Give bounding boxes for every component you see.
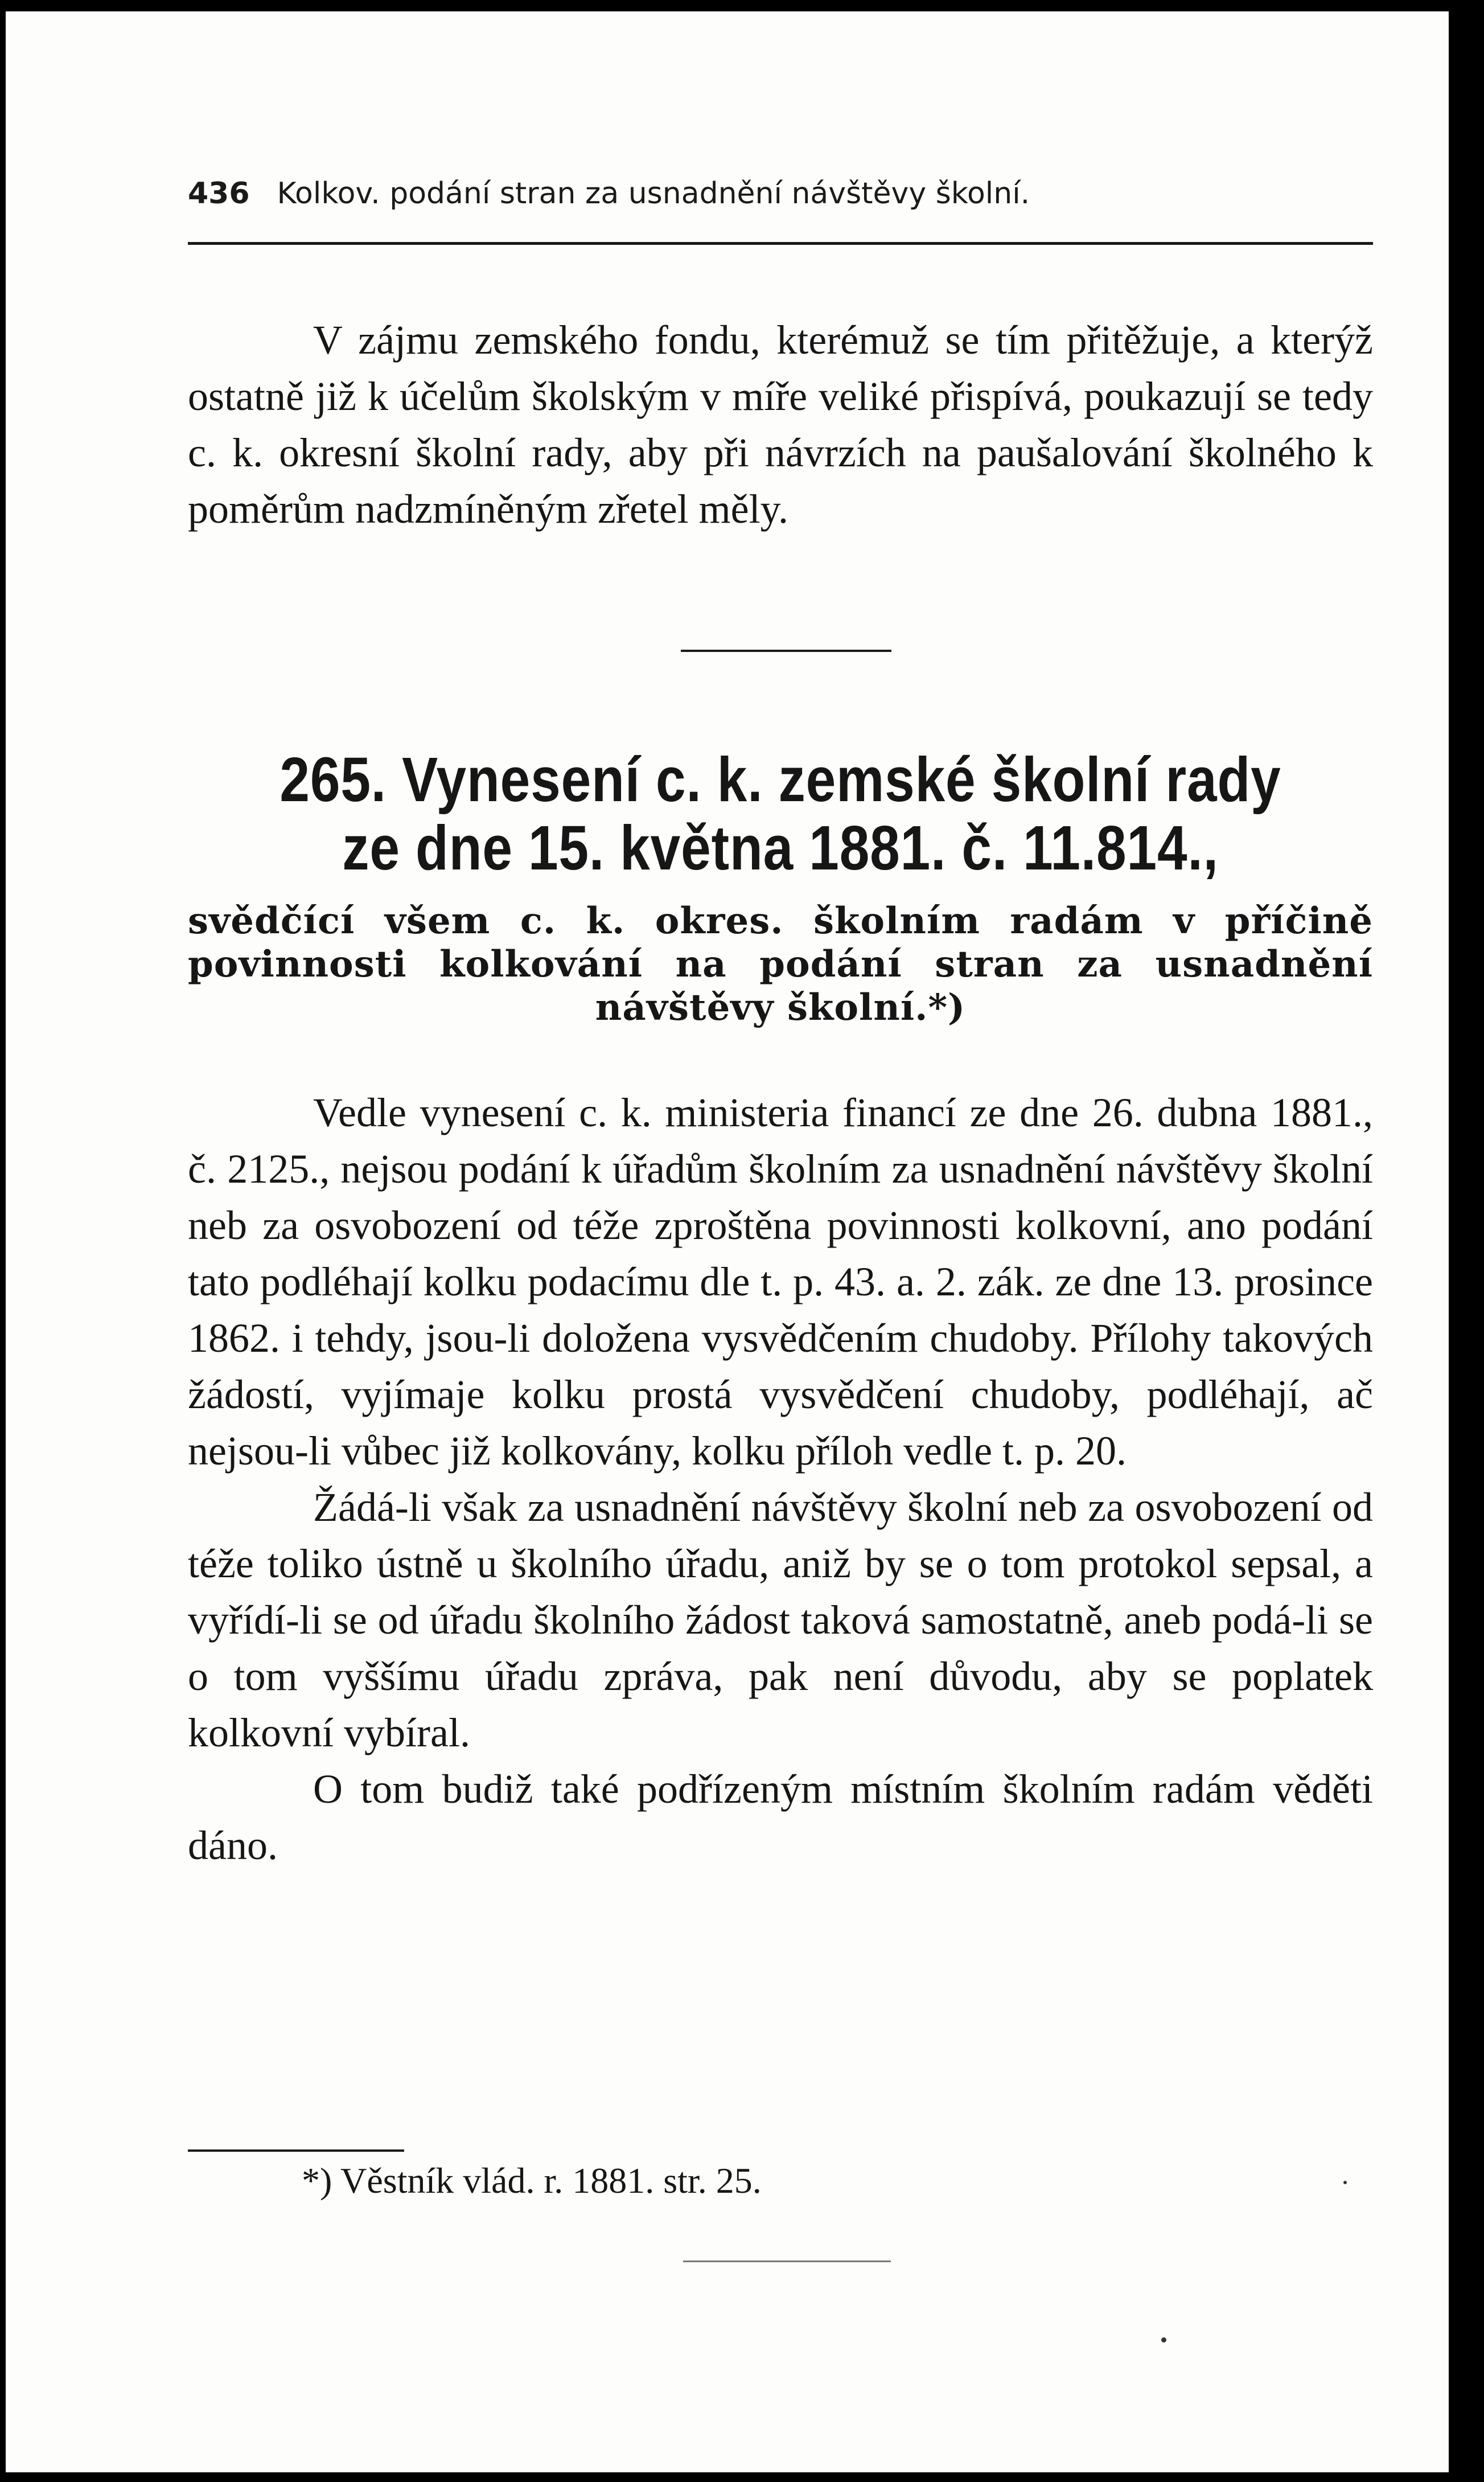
header-rule (188, 242, 1373, 245)
intro-paragraph (188, 312, 1373, 538)
intro-paragraph-text: V zájmu zemského fondu, kterémuž se tím přitěžuje, a kterýž ostatně již k účelům školským v míře veliké přispívá, poukazují se tedy c. k. okresní školní rady, aby při návrzích na paušalování školného k poměrům nadzmíněným zřetel měly. (188, 317, 1373, 532)
book-page (6, 11, 1449, 2472)
body-paragraph: O tom budiž také podřízeným místním školním radám věděti dáno. (188, 1766, 1373, 1868)
section-heading: 265. Vynesení c. k. zemské školní rady ze dne 15. května 1881. č. 11.814., (279, 745, 1281, 883)
section-subheading: svědčící všem c. k. okres. školním radám v příčině povinnosti kolkování na podání stran za usnadnění návštěvy školní.*) (188, 900, 1373, 1029)
body-text (188, 1085, 1373, 1874)
print-speck (1161, 2337, 1166, 2342)
page-number: 436 (188, 177, 250, 211)
body-paragraph: Žádá-li však za usnadnění návštěvy školní neb za osvobození od téže toliko ústně u školního úřadu, aniž by se o tom protokol sepsal, a vyřídí-li se od úřadu školního žádost taková samostatně, aneb podá-li se o tom vyššímu úřadu zpráva, pak není důvodu, aby se poplatek kolkovní vybíral. (188, 1484, 1373, 1755)
footnote-rule (188, 2149, 404, 2152)
section-divider (681, 650, 891, 652)
footnote: *) Věstník vlád. r. 1881. str. 25. (302, 2160, 762, 2201)
running-head-title: Kolkov. podání stran za usnadnění návštěvy školní. (277, 177, 1030, 211)
running-head (188, 174, 1373, 214)
print-speck (1343, 2181, 1347, 2184)
bottom-rule (683, 2261, 891, 2262)
body-paragraph: Vedle vynesení c. k. ministeria financí ze dne 26. dubna 1881., č. 2125., nejsou podání k úřadům školním za usnadnění návštěvy školní neb za osvobození od téže zproštěna povinnosti kolkovní, ano podání tato podléhají kolku podacímu dle t. p. 43. a. 2. zák. ze dne 13. prosince 1862. i tehdy, jsou-li doložena vysvědčením chudoby. Přílohy takových žádostí, vyjímaje kolku prostá vysvědčení chudoby, podléhají, ač nejsou-li vůbec již kolkovány, kolku příloh vedle t. p. 20. (188, 1090, 1373, 1474)
